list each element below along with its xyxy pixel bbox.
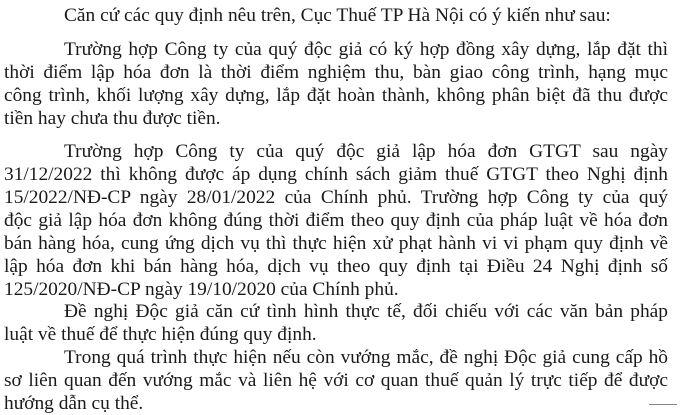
- paragraph-4-line-2: sơ liên quan đến vướng mắc và liên hệ với cơ quan thuế quản lý trực tiếp để được: [4, 370, 668, 391]
- paragraph-1-line-2: thời điểm lập hóa đơn là thời điểm nghiệm thu, bàn giao công trình, hạng mục: [4, 62, 668, 83]
- paragraph-1-line-1: Trường hợp Công ty của quý độc giả có ký hợp đồng xây dựng, lắp đặt thì: [64, 39, 668, 60]
- scan-mark: [649, 404, 677, 413]
- paragraph-1-line-4: tiền hay chưa thu được tiền.: [4, 108, 221, 129]
- paragraph-2-line-1: Trường hợp Công ty của quý độc giả lập hóa đơn GTGT sau ngày: [64, 141, 668, 162]
- paragraph-2-line-3: 15/2022/NĐ-CP ngày 28/01/2022 của Chính phủ. Trường hợp Công ty của quý: [4, 187, 668, 208]
- paragraph-2-line-5: bán hàng hóa, cung ứng dịch vụ thì thực hiện xử phạt hành vi vi phạm quy định về: [4, 233, 668, 254]
- intro-line: Căn cứ các quy định nêu trên, Cục Thuế TP Hà Nội có ý kiến như sau:: [64, 5, 611, 26]
- paragraph-4-line-1: Trong quá trình thực hiện nếu còn vướng mắc, đề nghị Độc giả cung cấp hồ: [64, 347, 668, 368]
- paragraph-4-line-3: hướng dẫn cụ thể.: [4, 393, 144, 414]
- paragraph-2-line-4: độc giả lập hóa đơn không đúng thời điểm theo quy định của pháp luật về hóa đơn: [4, 210, 668, 231]
- paragraph-2-line-6: lập hóa đơn khi bán hàng hóa, dịch vụ theo quy định tại Điều 24 Nghị định số: [4, 256, 668, 277]
- paragraph-3-line-1: Đề nghị Độc giả căn cứ tình hình thực tế, đối chiếu với các văn bản pháp: [64, 301, 668, 322]
- paragraph-2-line-2: 31/12/2022 thì không được áp dụng chính sách giảm thuế GTGT theo Nghị định: [4, 164, 668, 185]
- paragraph-3-line-2: luật về thuế để thực hiện đúng quy định.: [4, 324, 317, 345]
- paragraph-2-line-7: 125/2020/NĐ-CP ngày 19/10/2020 của Chính phủ.: [4, 279, 399, 300]
- paragraph-1-line-3: công trình, khối lượng xây dựng, lắp đặt hoàn thành, không phân biệt đã thu được: [4, 85, 668, 106]
